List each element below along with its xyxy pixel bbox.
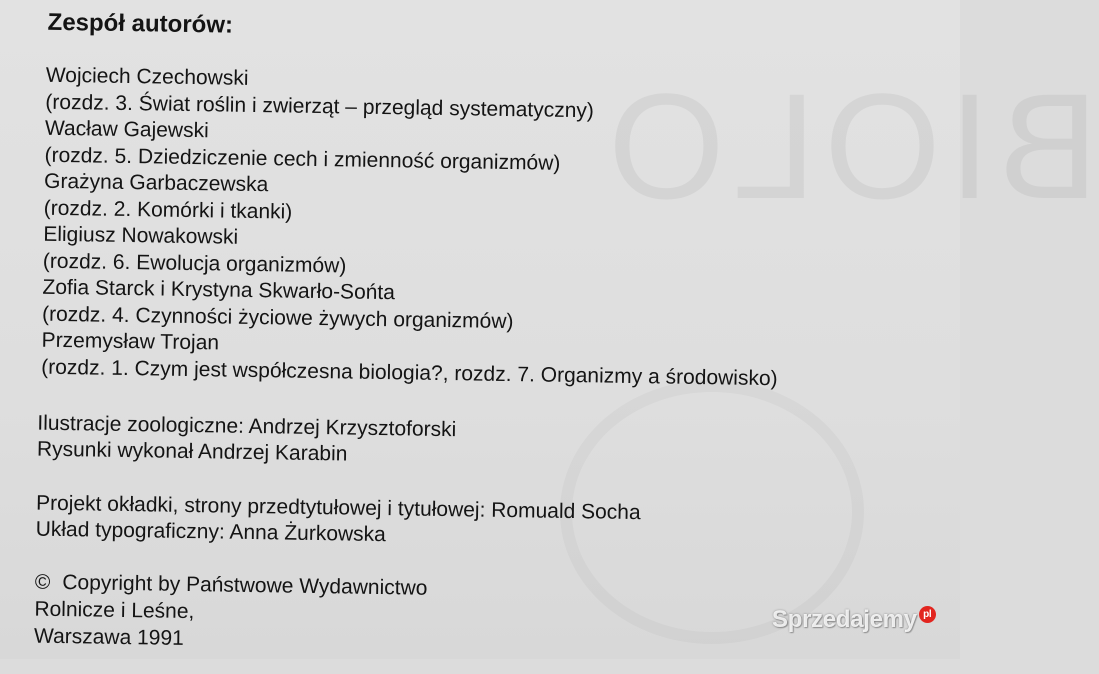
watermark-badge: pl	[919, 606, 936, 623]
cover-design-credit: Projekt okładki, strony przedtytułowej i tytułowej: Romuald Socha	[35, 491, 641, 525]
author-name: Wacław Gajewski	[44, 116, 209, 143]
site-watermark	[772, 606, 936, 634]
author-entry	[41, 328, 778, 393]
author-name: Zofia Starck i Krystyna Skwarło-Sońta	[42, 275, 396, 305]
copyright-notice	[34, 569, 428, 656]
typography-credit: Układ typograficzny: Anna Żurkowska	[35, 517, 387, 547]
author-name: Wojciech Czechowski	[45, 63, 249, 90]
author-chapter: (rozdz. 6. Ewolucja organizmów)	[42, 249, 347, 277]
illustrations-credits	[37, 411, 457, 470]
author-chapter: (rozdz. 2. Komórki i tkanki)	[43, 196, 293, 224]
zoological-illustrations-credit: Ilustracje zoologiczne: Andrzej Krzysztoforski	[37, 411, 457, 442]
copyright-publisher: Copyright by Państwowe Wydawnictwo	[62, 571, 428, 600]
watermark-text: Sprzedajemy	[772, 606, 917, 633]
design-credits	[35, 491, 640, 552]
authors-list	[41, 63, 782, 393]
author-chapter: (rozdz. 4. Czynności życiowe żywych organizmów)	[41, 302, 514, 333]
author-name: Eligiusz Nowakowski	[43, 222, 239, 249]
author-name: Przemysław Trojan	[41, 328, 220, 355]
show-through-title-decoration: BIOLO	[600, 62, 1099, 230]
author-chapter: (rozdz. 3. Świat roślin i zwierząt – przegląd systematyczny)	[45, 90, 595, 122]
drawings-credit: Rysunki wykonał Andrzej Karabin	[36, 437, 348, 466]
author-chapter: (rozdz. 1. Czym jest współczesna biologia?, rozdz. 7. Organizmy a środowisko)	[41, 355, 778, 390]
copyright-line-2: Rolnicze i Leśne,	[34, 597, 195, 624]
copyright-line-3: Warszawa 1991	[33, 624, 184, 650]
author-name: Grażyna Garbaczewska	[43, 169, 269, 197]
copyright-icon: ©	[34, 570, 51, 594]
author-chapter: (rozdz. 5. Dziedziczenie cech i zmienność organizmów)	[44, 143, 561, 175]
authors-heading: Zespół autorów:	[47, 8, 234, 39]
